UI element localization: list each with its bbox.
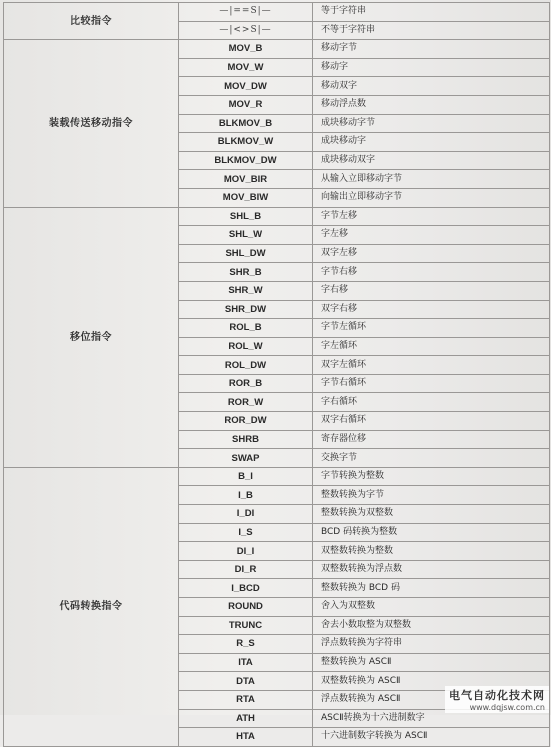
instruction-description: 交换字节 [313,449,550,468]
instruction-description: 字左移 [313,226,550,245]
instruction-name: I_B [179,486,313,505]
instruction-description: 舍去小数取整为双整数 [313,616,550,635]
instruction-name: ATH [179,709,313,728]
instruction-name: BLKMOV_DW [179,151,313,170]
instruction-description: 字右循环 [313,393,550,412]
instruction-description: 成块移动字节 [313,114,550,133]
instruction-description: 移动字节 [313,40,550,59]
instruction-description: 浮点数转换为字符串 [313,635,550,654]
instruction-name: ROR_W [179,393,313,412]
instruction-description: 整数转换为双整数 [313,505,550,524]
instruction-description: BCD 码转换为整数 [313,523,550,542]
instruction-name: I_BCD [179,579,313,598]
instruction-name: MOV_BIW [179,188,313,207]
instruction-name: BLKMOV_W [179,133,313,152]
instruction-name: TRUNC [179,616,313,635]
instruction-name: SHL_DW [179,244,313,263]
instruction-description: 舍入为双整数 [313,598,550,617]
instruction-name: SHL_B [179,207,313,226]
instruction-name: HTA [179,728,313,747]
table-row [4,3,550,22]
table-row [4,40,550,59]
instruction-description: 浮点数转换为 ASCⅡ [313,690,550,709]
instruction-description: 整数转换为字节 [313,486,550,505]
instruction-description: ASCⅡ转换为十六进制数字 [313,709,550,728]
instruction-name: DTA [179,672,313,691]
table-row [4,467,550,486]
instruction-description: 等于字符串 [313,3,550,22]
instruction-name: SHR_DW [179,300,313,319]
instruction-description: 从输入立即移动字节 [313,170,550,189]
watermark-title: 电气自动化技术网 [449,689,545,702]
instruction-name: B_I [179,467,313,486]
instruction-name: MOV_BIR [179,170,313,189]
instruction-name: DI_R [179,560,313,579]
instruction-name: ITA [179,653,313,672]
instruction-name: ROR_B [179,374,313,393]
instruction-description: 成块移动字 [313,133,550,152]
instruction-description: 双整数转换为浮点数 [313,560,550,579]
ladder-symbol: —|<>S|— [179,21,313,40]
instruction-name: R_S [179,635,313,654]
watermark [445,686,549,713]
instruction-name: MOV_W [179,58,313,77]
instruction-name: SWAP [179,449,313,468]
instruction-description: 整数转换为 BCD 码 [313,579,550,598]
instruction-name: I_S [179,523,313,542]
instruction-description: 成块移动双字 [313,151,550,170]
instruction-description: 整数转换为 ASCⅡ [313,653,550,672]
instruction-table [3,2,550,747]
ladder-symbol: —|==S|— [179,3,313,22]
instruction-description: 双字右移 [313,300,550,319]
instruction-name: MOV_B [179,40,313,59]
instruction-description: 不等于字符串 [313,21,550,40]
instruction-name: RTA [179,690,313,709]
instruction-name: ROL_W [179,337,313,356]
instruction-description: 字右移 [313,281,550,300]
instruction-description: 双字左循环 [313,356,550,375]
instruction-name: SHR_W [179,281,313,300]
instruction-name: BLKMOV_B [179,114,313,133]
watermark-url: www.dqjsw.com.cn [469,703,545,712]
instruction-description: 双整数转换为整数 [313,542,550,561]
instruction-name: ROUND [179,598,313,617]
instruction-description: 双字右循环 [313,412,550,431]
group-label: 移位指令 [4,207,179,467]
instruction-name: ROL_B [179,319,313,338]
instruction-description: 移动字 [313,58,550,77]
instruction-name: ROL_DW [179,356,313,375]
instruction-description: 移动浮点数 [313,95,550,114]
instruction-description: 移动双字 [313,77,550,96]
instruction-name: MOV_R [179,95,313,114]
group-label: 比较指令 [4,3,179,40]
instruction-description: 字左循环 [313,337,550,356]
instruction-name: ROR_DW [179,412,313,431]
instruction-description: 字节转换为整数 [313,467,550,486]
instruction-description: 字节右循环 [313,374,550,393]
instruction-description: 字节左移 [313,207,550,226]
instruction-name: SHL_W [179,226,313,245]
instruction-name: I_DI [179,505,313,524]
table-row [4,207,550,226]
instruction-name: SHR_B [179,263,313,282]
instruction-name: DI_I [179,542,313,561]
instruction-table-body [4,3,550,747]
group-label: 装载传送移动指令 [4,40,179,207]
instruction-description: 十六进制数字转换为 ASCⅡ [313,728,550,747]
instruction-name: MOV_DW [179,77,313,96]
instruction-description: 双整数转换为 ASCⅡ [313,672,550,691]
group-label: 代码转换指令 [4,467,179,746]
instruction-description: 向输出立即移动字节 [313,188,550,207]
instruction-name: SHRB [179,430,313,449]
instruction-description: 字节左循环 [313,319,550,338]
instruction-description: 寄存器位移 [313,430,550,449]
instruction-description: 字节右移 [313,263,550,282]
instruction-description: 双字左移 [313,244,550,263]
